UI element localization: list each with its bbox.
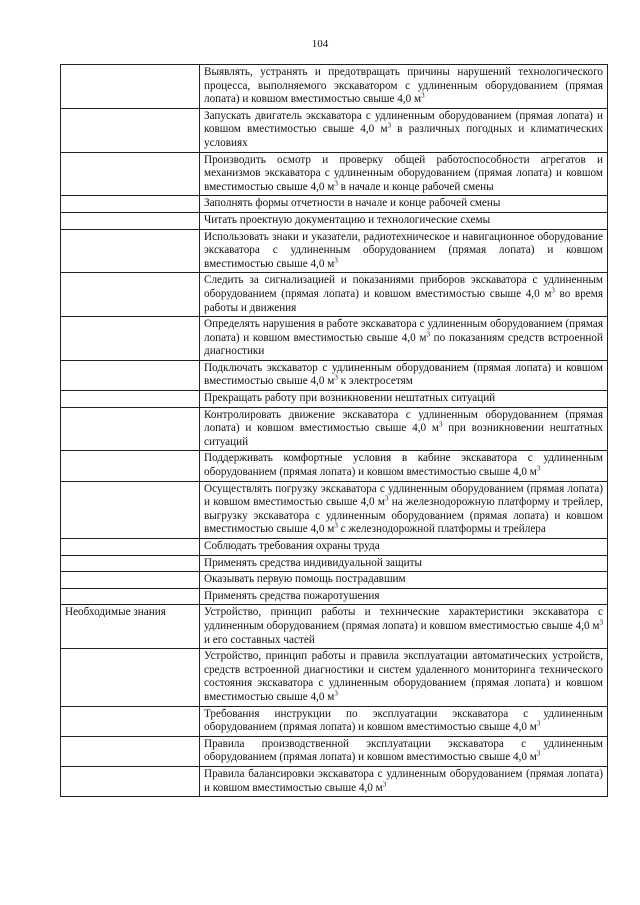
table-row: [61, 391, 608, 408]
row-category-cell: [61, 736, 200, 766]
row-description-cell: Производить осмотр и проверку общей работоспособности агрегатов и механизмов экскаватора с удлиненным оборудованием (прямая лопата) и ковшом вместимостью свыше 4,0 $м^3$ в начале и конце рабочей смены: [200, 152, 608, 196]
row-category-cell: [61, 229, 200, 273]
row-description-cell: Следить за сигнализацией и показаниями приборов экскаватора с удлиненным оборудованием (прямая лопата) и ковшом вместимостью свыше 4,0 $м^3$ во время работы и движения: [200, 273, 608, 317]
row-description-cell: Читать проектную документацию и технологические схемы: [200, 212, 608, 229]
row-description-cell: Применять средства пожаротушения: [200, 588, 608, 605]
row-description-cell: Правила балансировки экскаватора с удлиненным оборудованием (прямая лопата) и ковшом вместимостью свыше 4,0 $м^3$: [200, 766, 608, 796]
row-description-cell: Применять средства индивидуальной защиты: [200, 555, 608, 572]
table-row: [61, 588, 608, 605]
competency-table: [60, 64, 608, 797]
table-row: [61, 539, 608, 556]
row-category-cell: [61, 481, 200, 538]
row-description-cell: Контролировать движение экскаватора с удлиненным оборудованием (прямая лопата) и ковшом вместимостью свыше 4,0 $м^3$ при возникновении нештатных ситуаций: [200, 407, 608, 451]
row-category-cell: [61, 706, 200, 736]
row-category-cell: [61, 539, 200, 556]
row-category-cell: [61, 407, 200, 451]
row-description-cell: Прекращать работу при возникновении нештатных ситуаций: [200, 391, 608, 408]
row-category-cell: [61, 108, 200, 152]
table-row: [61, 555, 608, 572]
table-row: [61, 572, 608, 589]
table-row: [61, 229, 608, 273]
table-row: [61, 152, 608, 196]
row-category-cell: [61, 65, 200, 109]
row-description-cell: Устройство, принцип работы и правила эксплуатации автоматических устройств, средств встроенной диагностики и систем удаленного мониторинга технического состояния экскаватора с удлиненным оборудованием (прямая лопата) и ковшом вместимостью свыше 4,0 $м^3$: [200, 649, 608, 706]
row-description-cell: Осуществлять погрузку экскаватора с удлиненным оборудованием (прямая лопата) и ковшом вместимостью свыше 4,0 $м^3$ на железнодорожную платформу и трейлер, выгрузку экскаватора с удлиненным оборудованием (прямая лопата) и ковшом вместимостью свыше 4,0 $м^3$ с железнодорожной платформы и трейлера: [200, 481, 608, 538]
row-category-cell: [61, 196, 200, 213]
row-description-cell: Заполнять формы отчетности в начале и конце рабочей смены: [200, 196, 608, 213]
row-description-cell: Подключать экскаватор с удлиненным оборудованием (прямая лопата) и ковшом вместимостью свыше 4,0 $м^3$ к электросетям: [200, 360, 608, 390]
row-description-cell: Поддерживать комфортные условия в кабине экскаватора с удлиненным оборудованием (прямая лопата) и ковшом вместимостью свыше 4,0 $м^3$: [200, 451, 608, 481]
table-row: [61, 451, 608, 481]
row-category-cell: [61, 212, 200, 229]
table-body: [61, 65, 608, 797]
row-category-cell: [61, 766, 200, 796]
row-description-cell: Соблюдать требования охраны труда: [200, 539, 608, 556]
table-row: [61, 407, 608, 451]
table-row: [61, 360, 608, 390]
table-row: [61, 196, 608, 213]
table-row: [61, 706, 608, 736]
row-description-cell: Определять нарушения в работе экскаватора с удлиненным оборудованием (прямая лопата) и ковшом вместимостью свыше 4,0 $м^3$ по показаниям средств встроенной диагностики: [200, 317, 608, 361]
table-row: [61, 65, 608, 109]
table-row: [61, 273, 608, 317]
row-category-cell: [61, 391, 200, 408]
table-row: [61, 317, 608, 361]
table-row: [61, 649, 608, 706]
row-description-cell: Устройство, принцип работы и технические характеристики экскаватора с удлиненным оборудованием (прямая лопата) и ковшом вместимостью свыше 4,0 $м^3$ и его составных частей: [200, 605, 608, 649]
row-description-cell: Выявлять, устранять и предотвращать причины нарушений технологического процесса, выполняемого экскаватором с удлиненным оборудованием (прямая лопата) и ковшом вместимостью свыше 4,0 $м^3$: [200, 65, 608, 109]
row-category-cell: [61, 152, 200, 196]
table-row: [61, 605, 608, 649]
table-row: [61, 481, 608, 538]
row-description-cell: Использовать знаки и указатели, радиотехническое и навигационное оборудование экскаватора с удлиненным оборудованием (прямая лопата) и ковшом вместимостью свыше 4,0 $м^3$: [200, 229, 608, 273]
table-row: [61, 108, 608, 152]
row-category-cell: Необходимые знания: [61, 605, 200, 649]
row-category-cell: [61, 588, 200, 605]
row-category-cell: [61, 451, 200, 481]
row-category-cell: [61, 649, 200, 706]
row-category-cell: [61, 555, 200, 572]
table-row: [61, 736, 608, 766]
row-category-cell: [61, 317, 200, 361]
row-description-cell: Требования инструкции по эксплуатации экскаватора с удлиненным оборудованием (прямая лопата) и ковшом вместимостью свыше 4,0 $м^3$: [200, 706, 608, 736]
table-row: [61, 212, 608, 229]
row-description-cell: Запускать двигатель экскаватора с удлиненным оборудованием (прямая лопата) и ковшом вместимостью свыше 4,0 $м^3$ в различных погодных и климатических условиях: [200, 108, 608, 152]
row-category-cell: [61, 360, 200, 390]
table-row: [61, 766, 608, 796]
row-category-cell: [61, 572, 200, 589]
row-category-cell: [61, 273, 200, 317]
row-description-cell: Оказывать первую помощь пострадавшим: [200, 572, 608, 589]
row-description-cell: Правила производственной эксплуатации экскаватора с удлиненным оборудованием (прямая лопата) и ковшом вместимостью свыше 4,0 $м^3$: [200, 736, 608, 766]
page-number: 104: [311, 38, 329, 50]
